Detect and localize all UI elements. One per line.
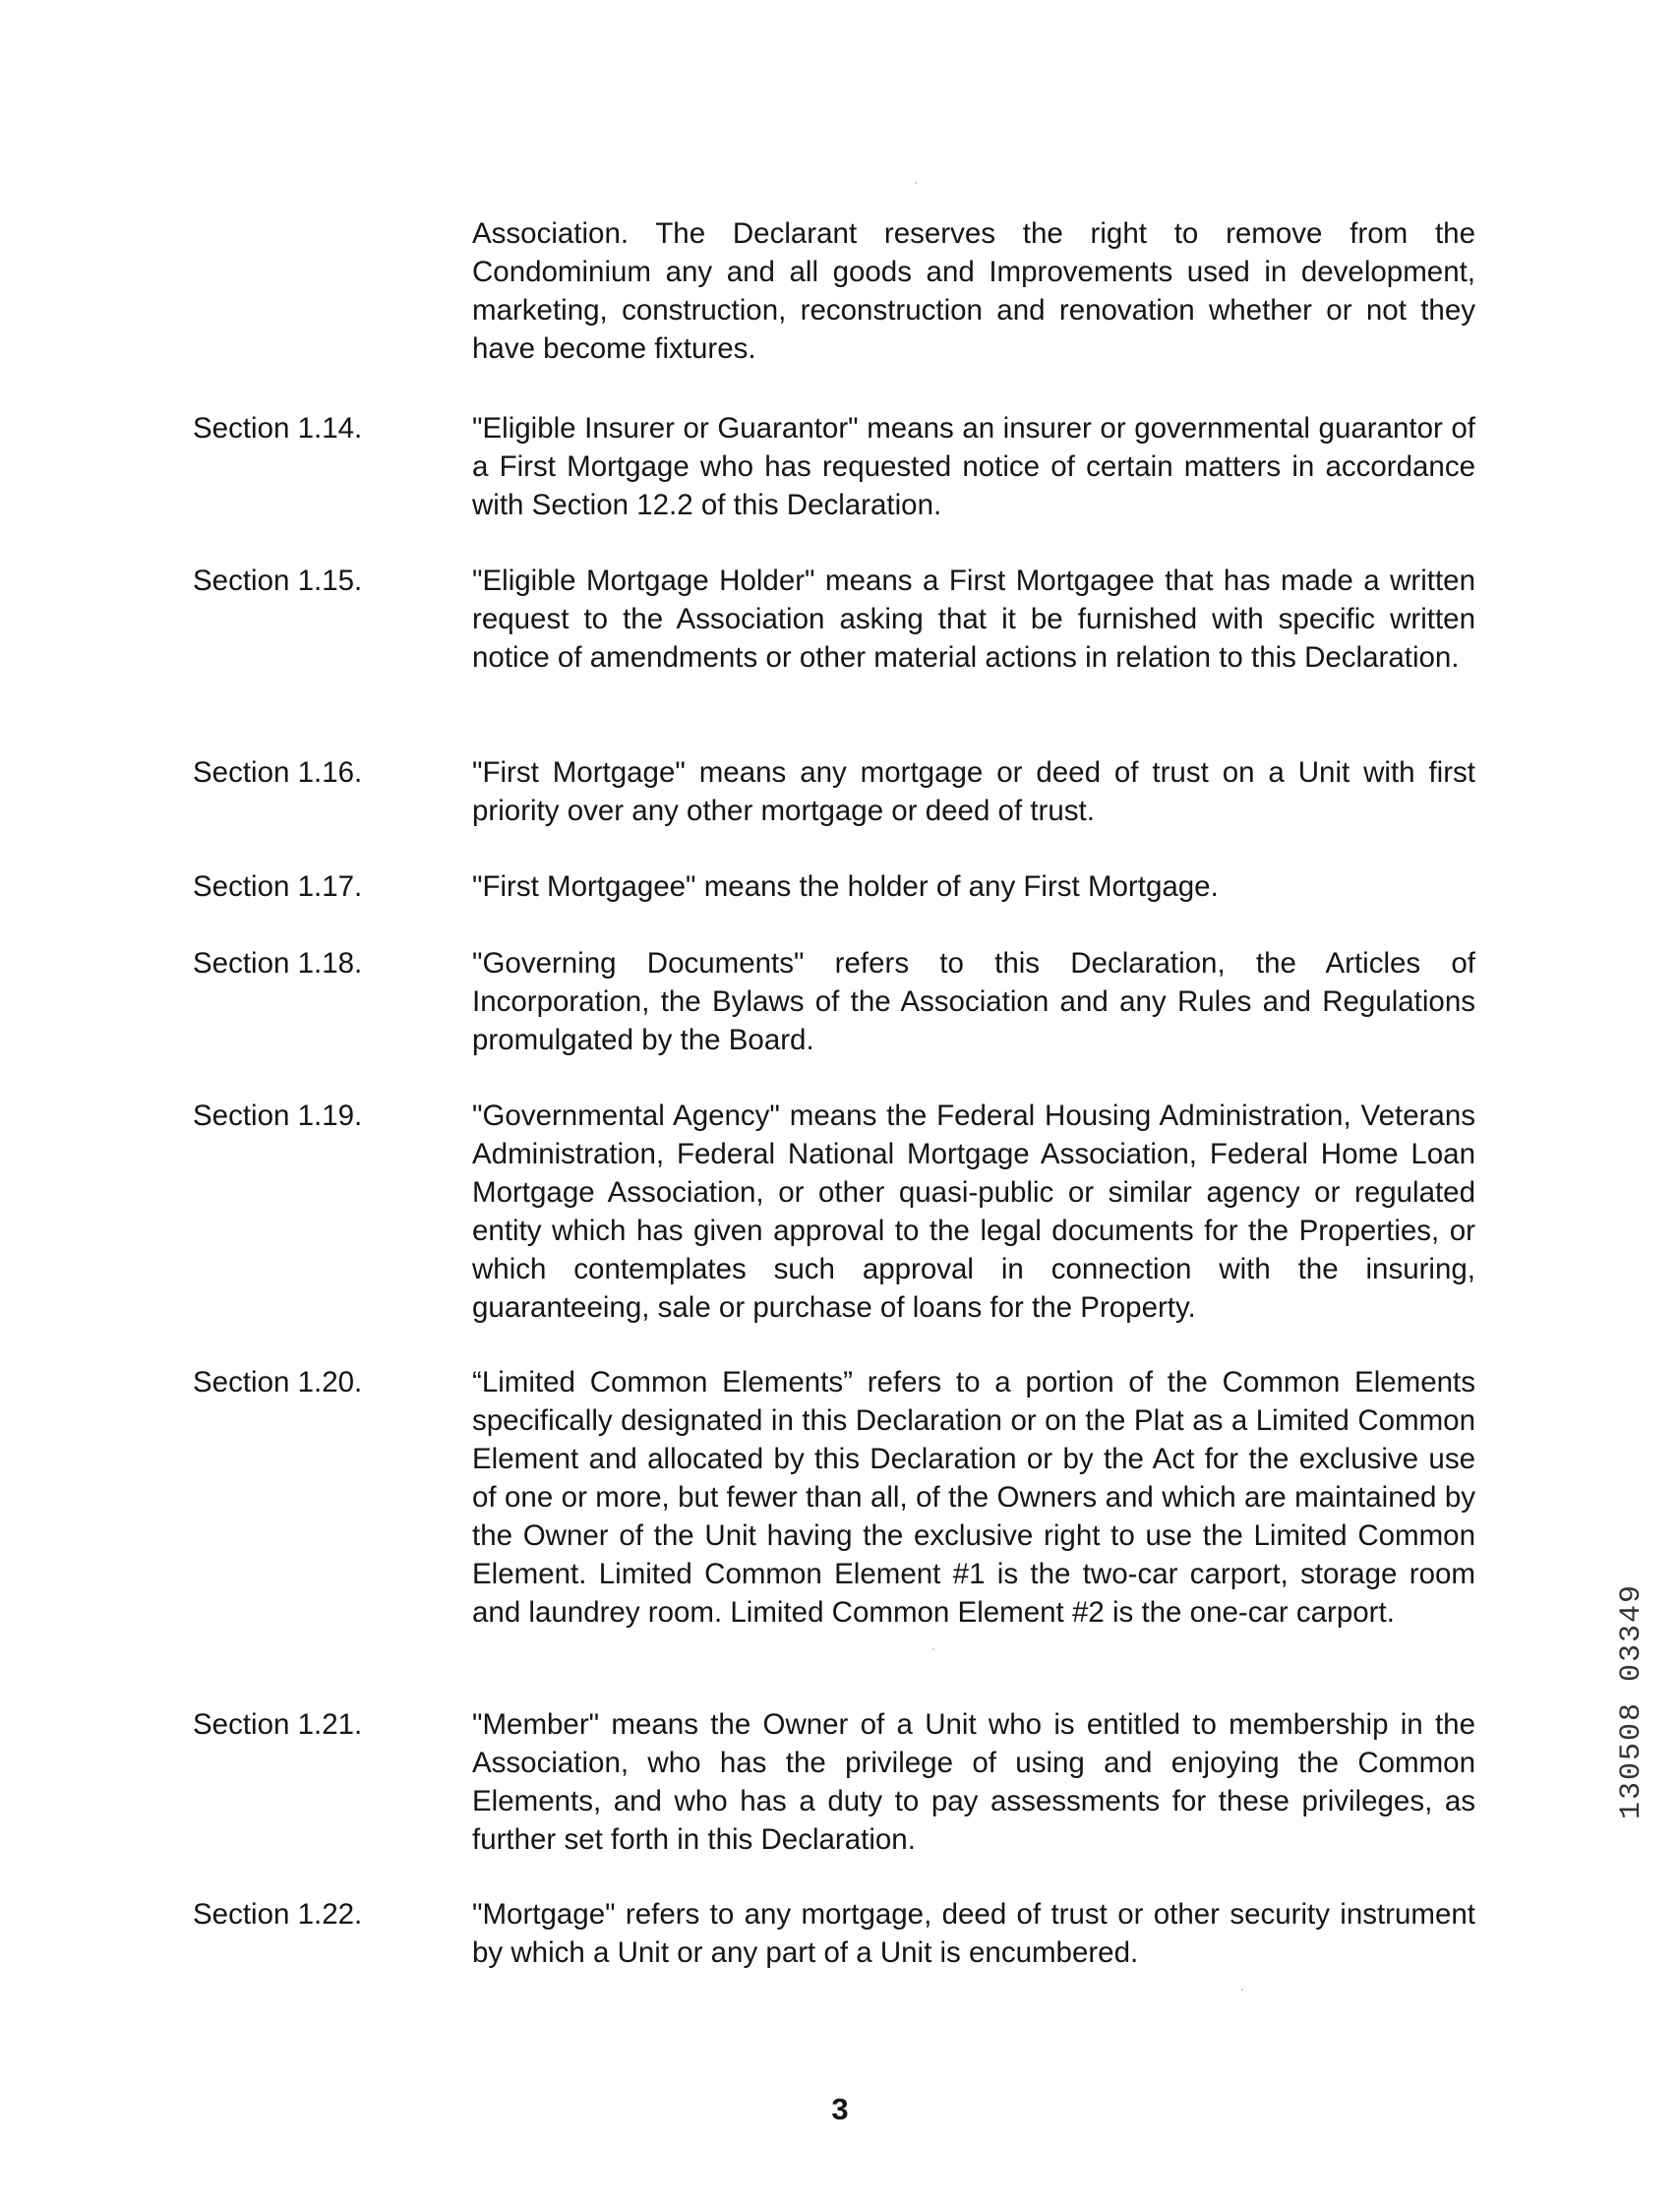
section-label-1-22: Section 1.22. <box>193 1898 363 1931</box>
scan-speck <box>932 1648 934 1650</box>
section-label-1-18: Section 1.18. <box>193 947 363 980</box>
section-text-1-14: "Eligible Insurer or Guarantor" means an insurer or governmental guarantor of a First Mortgage who has requested notice of certain matters in accordance with Section 12.2 of this Declaration. <box>472 412 1475 521</box>
section-label-1-20: Section 1.20. <box>193 1366 363 1398</box>
scan-speck <box>1241 1989 1243 1991</box>
section-label-1-19: Section 1.19. <box>193 1100 363 1132</box>
section-text-1-20: “Limited Common Elements” refers to a portion of the Common Elements specifically designated in this Declaration or on the Plat as a Limited Common Element and allocated by this Declaration or by the Act for the exclusive use of one or more, but fewer than all, of the Owners and which are maintained by the Owner of the Unit having the exclusive right to use the Limited Common Element. Limited Common Element #1 is the two-car carport, storage room and laundrey room. Limited Common Element #2 is the one-car carport. <box>472 1366 1475 1629</box>
section-text-1-19: "Governmental Agency" means the Federal Housing Administration, Veterans Administration, Federal National Mortgage Association, Federal Home Loan Mortgage Association, or other quasi-public or similar agency or regulated entity which has given approval to the legal documents for the Properties, or which contemplates such approval in connection with the insuring, guaranteeing, sale or purchase of loans for the Property. <box>472 1100 1475 1324</box>
recording-stamp: 130508 03349 <box>1615 1583 1649 1820</box>
section-label-1-16: Section 1.16. <box>193 756 363 789</box>
section-text-1-17: "First Mortgagee" means the holder of any First Mortgage. <box>472 870 1219 903</box>
scan-speck <box>915 182 917 184</box>
section-text-1-21: "Member" means the Owner of a Unit who is entitled to membership in the Association, who has the privilege of using and enjoying the Common Elements, and who has a duty to pay assessments for these privileges, as further set forth in this Declaration. <box>472 1708 1475 1856</box>
section-text-1-16: "First Mortgage" means any mortgage or deed of trust on a Unit with first priority over any other mortgage or deed of trust. <box>472 756 1475 827</box>
section-text-1-22: "Mortgage" refers to any mortgage, deed of trust or other security instrument by which a Unit or any part of a Unit is encumbered. <box>472 1898 1475 1969</box>
section-label-1-15: Section 1.15. <box>193 565 363 597</box>
section-label-1-14: Section 1.14. <box>193 412 363 445</box>
section-text-1-15: "Eligible Mortgage Holder" means a First Mortgagee that has made a written request to the Association asking that it be furnished with specific written notice of amendments or other material actions in relation to this Declaration. <box>472 565 1475 674</box>
page-number: 3 <box>831 2092 849 2126</box>
section-label-1-21: Section 1.21. <box>193 1708 363 1741</box>
section-label-1-17: Section 1.17. <box>193 870 363 903</box>
section-text-1-18: "Governing Documents" refers to this Declaration, the Articles of Incorporation, the Bylaws of the Association and any Rules and Regulations promulgated by the Board. <box>472 947 1475 1056</box>
intro-paragraph: Association. The Declarant reserves the right to remove from the Condominium any and all goods and Improvements used in development, marketing, construction, reconstruction and renovation whether or not they have become fixtures. <box>472 217 1475 365</box>
